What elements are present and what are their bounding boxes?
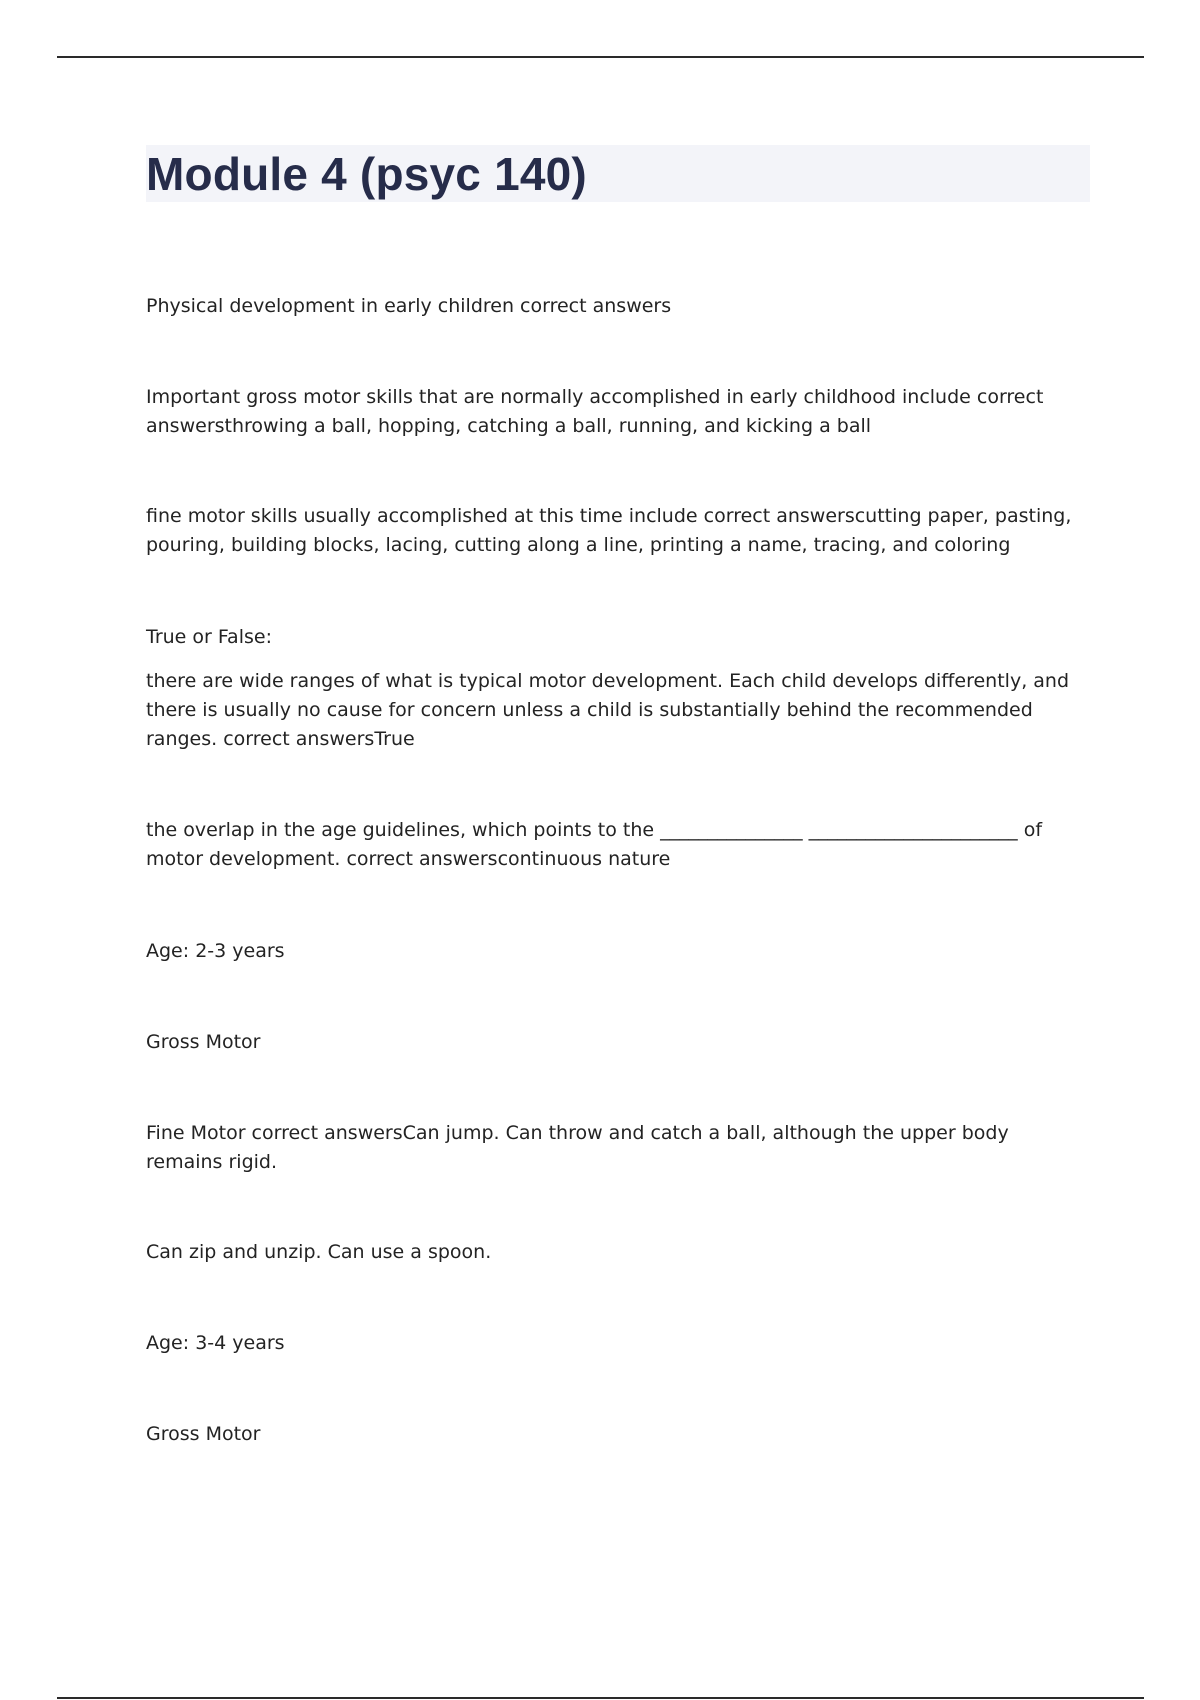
- paragraph-typical-ranges: there are wide ranges of what is typical motor development. Each child develops differently, and there is usually no cause for concern unless a child is substantially behind the recommended ranges. correct answersTrue: [146, 670, 1070, 750]
- paragraph-age-3-4: Age: 3-4 years: [146, 1332, 285, 1354]
- paragraph-zip-spoon: Can zip and unzip. Can use a spoon.: [146, 1241, 492, 1263]
- paragraph-gross-motor-heading: Gross Motor: [146, 1031, 261, 1053]
- paragraph-fine-motor-skills: fine motor skills usually accomplished at this time include correct answerscutting paper, pasting, pouring, building blocks, lacing, cutting along a line, printing a name, tracing, and coloring: [146, 505, 1072, 556]
- paragraph-physical-development: Physical development in early children correct answers: [146, 295, 672, 317]
- footer-rule: [57, 1697, 1144, 1699]
- document-title: Module 4 (psyc 140): [146, 148, 587, 200]
- paragraph-gross-motor-heading-2: Gross Motor: [146, 1423, 261, 1445]
- paragraph-age-overlap: the overlap in the age guidelines, which points to the _______________ ______________________ of motor development. correct answerscontinuous nature: [146, 819, 1043, 870]
- paragraph-gross-motor-skills: Important gross motor skills that are normally accomplished in early childhood include correct answersthrowing a ball, hopping, catching a ball, running, and kicking a ball: [146, 386, 1044, 437]
- paragraph-true-or-false: True or False:: [146, 626, 272, 648]
- header-rule: [57, 56, 1144, 58]
- paragraph-fine-motor-2-3: Fine Motor correct answersCan jump. Can throw and catch a ball, although the upper body remains rigid.: [146, 1122, 1009, 1173]
- paragraph-age-2-3: Age: 2-3 years: [146, 940, 285, 962]
